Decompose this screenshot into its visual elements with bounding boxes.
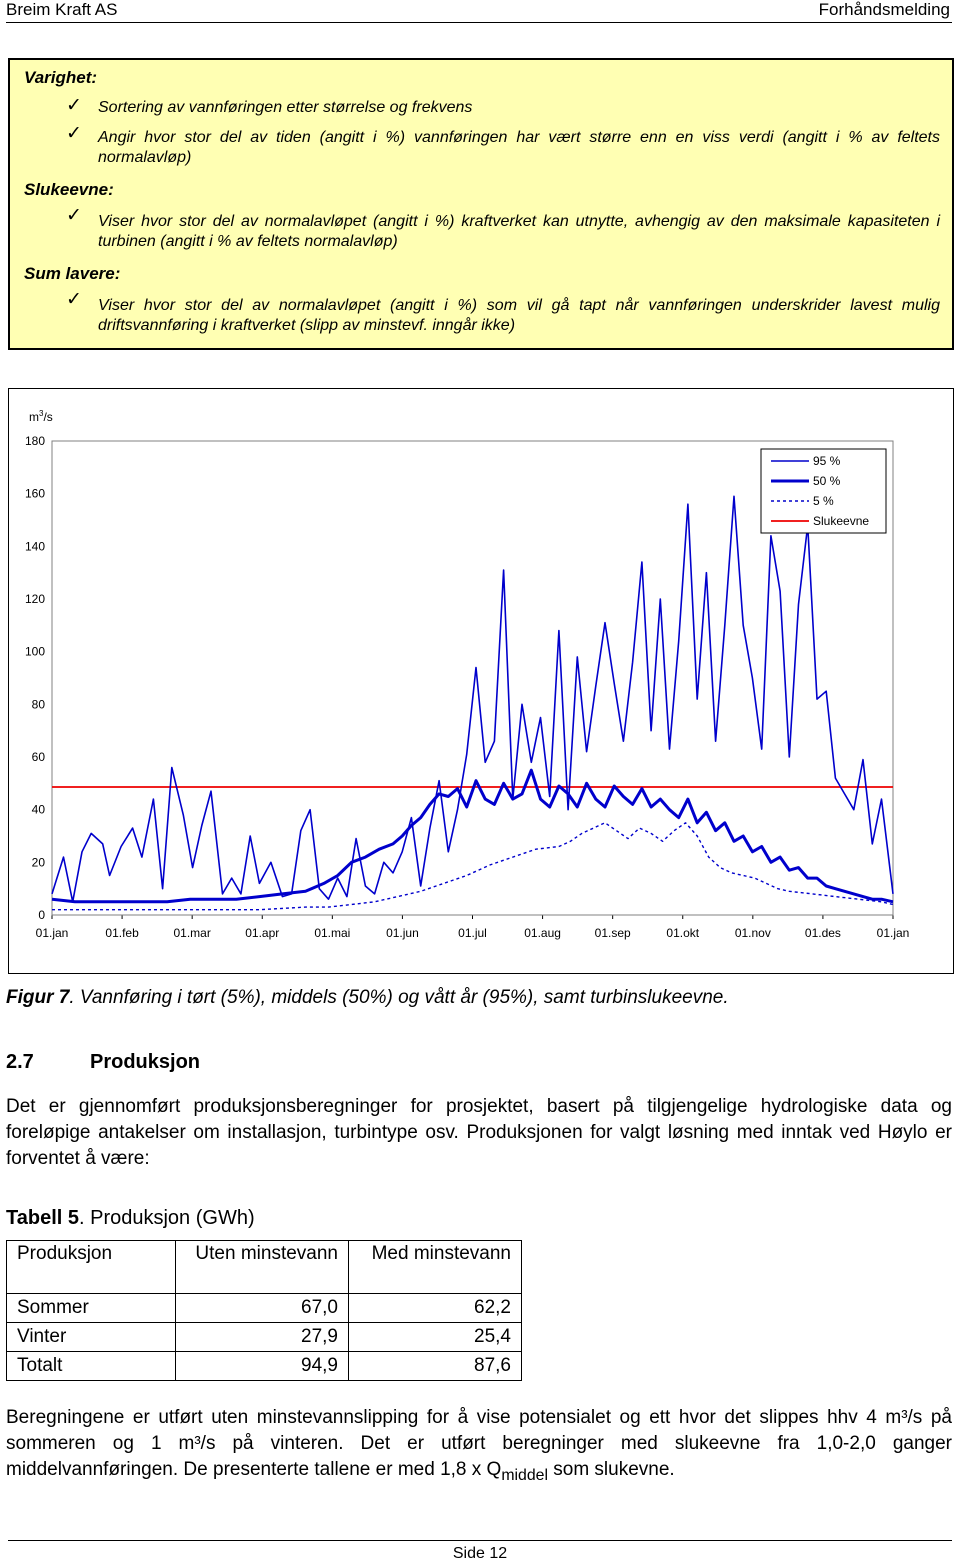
definition-item: Sortering av vannføringen etter størrelse og frekvens: [98, 99, 473, 116]
legend-label: 50 %: [813, 474, 841, 488]
definition-item: Angir hvor stor del av tiden (angitt i %) vannføringen har vært større enn en viss verdi (angitt i % av feltets normalavløp): [98, 129, 940, 166]
table-row: [7, 1323, 522, 1352]
x-tick-label: 01.jan: [35, 926, 69, 940]
x-tick-label: 01.aug: [524, 926, 561, 940]
definition-box: [8, 58, 954, 350]
series-line-1: [52, 770, 893, 902]
header-company: Breim Kraft AS: [6, 0, 118, 19]
table-header-cell: Produksjon: [7, 1241, 176, 1294]
table-cell: 27,9: [176, 1323, 349, 1352]
page-number: Side 12: [452, 1545, 508, 1562]
table-cell: Vinter: [7, 1323, 176, 1352]
paragraph-intro: Det er gjennomført produksjonsberegninger for prosjektet, basert på tilgjengelige hydrologiske data og foreløpige antakelser om installasjon, turbintype osv. Produksjonen for valgt løsning med inntak ved Høylo er forventet å være:: [6, 1096, 952, 1169]
table-cell: Totalt: [7, 1352, 176, 1381]
flow-chart-frame: [8, 388, 954, 974]
table-cell: Sommer: [7, 1294, 176, 1323]
series-line-2: [52, 823, 893, 910]
y-tick-label: 40: [31, 802, 45, 817]
series-line-0: [52, 496, 893, 902]
figure-label: Figur 7: [6, 987, 70, 1008]
legend-label: 5 %: [813, 494, 834, 508]
y-tick-label: 0: [38, 908, 45, 922]
paragraph-notes: [6, 1405, 952, 1489]
y-tick-label: 140: [24, 539, 45, 554]
production-table: [6, 1240, 522, 1381]
table-header-row: [7, 1241, 522, 1294]
y-tick-label: 180: [24, 434, 45, 448]
table-cell: 62,2: [349, 1294, 522, 1323]
y-tick-label: 60: [31, 750, 45, 764]
table-header-cell: Uten minstevann: [176, 1241, 349, 1294]
y-tick-label: 20: [31, 855, 45, 870]
section-title: Produksjon: [90, 1051, 201, 1073]
check-icon: ✓: [66, 95, 82, 116]
x-tick-label: 01.feb: [105, 926, 139, 940]
y-tick-label: 100: [24, 644, 45, 659]
footer-divider: [8, 1540, 952, 1541]
y-tick-label: 80: [31, 697, 45, 712]
x-tick-label: 01.mai: [314, 926, 351, 940]
table-cell: 25,4: [349, 1323, 522, 1352]
flow-chart: [9, 389, 953, 973]
paragraph-notes-tail: som slukevne.: [547, 1459, 675, 1480]
table-cell: 87,6: [349, 1352, 522, 1381]
table-header-cell: Med minstevann: [349, 1241, 522, 1294]
q-subscript: middel: [501, 1466, 548, 1484]
paragraph-notes-text: Beregningene er utført uten minstevannslipping for å vise potensialet og ett hvor det slippes hhv 4 m³/s på sommeren og 1 m³/s på vinteren. Det er utført beregninger med slukeevne fra 1,0-2,0 ganger middelvannføringen. De presenterte tallene er med 1,8 x Q: [6, 1407, 952, 1480]
check-icon: ✓: [66, 205, 82, 226]
y-tick-label: 160: [24, 486, 45, 501]
definition-item: Viser hvor stor del av normalavløpet (angitt i %) som vil gå tapt når vannføringen underskrider lavest mulig driftsvannføring i kraftverket (slipp av minstevf. inngår ikke): [98, 297, 940, 334]
x-tick-label: 01.sep: [594, 926, 631, 940]
table-label: Tabell 5: [6, 1207, 79, 1229]
chart-legend: [761, 449, 886, 533]
x-tick-label: 01.apr: [245, 926, 280, 940]
table-row: [7, 1294, 522, 1323]
legend-label: 95 %: [813, 454, 841, 468]
y-unit-label: $m^3/s$: [29, 409, 53, 424]
check-icon: ✓: [66, 123, 82, 144]
term-varighet: Varighet:: [24, 68, 98, 87]
header-doc-type: Forhåndsmelding: [818, 0, 950, 19]
check-icon: ✓: [66, 289, 82, 310]
table-cell: 94,9: [176, 1352, 349, 1381]
x-tick-label: 01.jan: [876, 926, 910, 940]
legend-label: Slukeevne: [813, 514, 870, 528]
figure-text: . Vannføring i tørt (5%), middels (50%) og vått år (95%), samt turbinslukeevne.: [69, 987, 729, 1008]
definition-item: Viser hvor stor del av normalavløpet (angitt i %) kraftverket kan utnytte, avhengig av den maksimale kapasiteten i turbinen (angitt i % av feltets normalavløp): [98, 213, 940, 250]
table-cell: 67,0: [176, 1294, 349, 1323]
x-tick-label: 01.jul: [458, 926, 487, 940]
header-divider: [6, 22, 952, 23]
figure-caption: [6, 987, 729, 1009]
term-sum-lavere: Sum lavere:: [24, 264, 121, 283]
x-tick-label: 01.mar: [173, 926, 211, 940]
table-caption-text: . Produksjon (GWh): [79, 1207, 255, 1229]
x-tick-label: 01.okt: [666, 926, 700, 940]
section-number: 2.7: [6, 1051, 34, 1073]
x-tick-label: 01.des: [804, 926, 841, 940]
table-caption: [6, 1207, 255, 1230]
x-tick-label: 01.nov: [734, 926, 771, 940]
term-slukeevne: Slukeevne:: [24, 180, 114, 199]
y-tick-label: 120: [24, 592, 45, 606]
table-row: [7, 1352, 522, 1381]
x-tick-label: 01.jun: [386, 926, 419, 940]
